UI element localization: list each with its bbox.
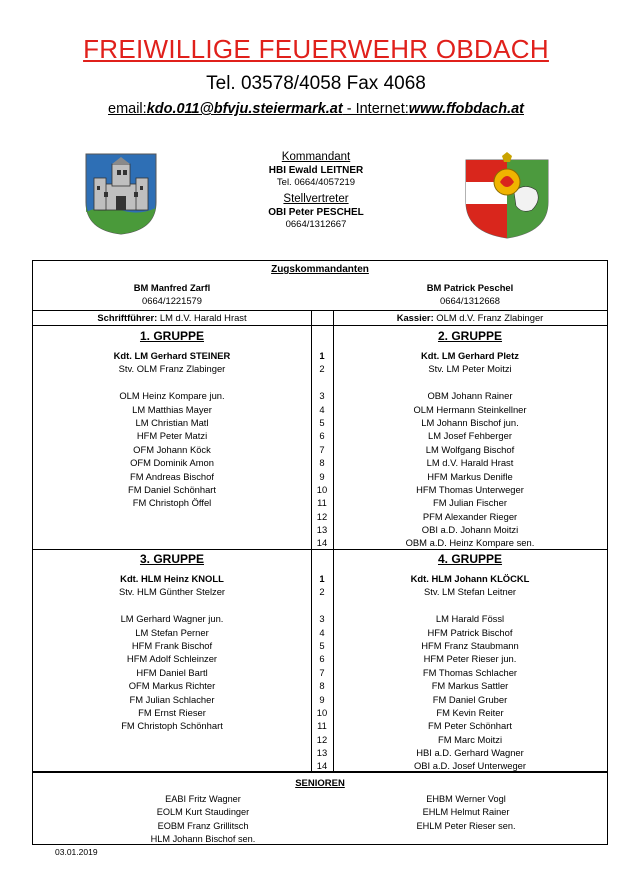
obdach-crest-icon [84, 152, 158, 236]
zugskommandanten-heading: Zugskommandanten [271, 264, 369, 275]
list-item: LM Johann Bischof jun. [421, 416, 519, 428]
footer-date: 03.01.2019 [55, 847, 98, 857]
list-item: HFM Daniel Bartl [136, 666, 208, 678]
list-item: LM Wolfgang Bischof [425, 443, 515, 455]
list-item: 2 [319, 363, 325, 375]
senioren-heading: SENIOREN [295, 778, 345, 789]
list-item: EABI Fritz Wagner [165, 794, 241, 804]
list-item: OLM Heinz Kompare jun. [119, 390, 225, 402]
list-item [33, 376, 311, 389]
list-item: LM Gerhard Wagner jun. [120, 613, 224, 625]
list-item: EHBM Werner Vogl [426, 794, 506, 804]
list-item: HFM Frank Bischof [131, 639, 213, 651]
list-item: Kdt. HLM Heinz KNOLL [120, 573, 224, 584]
phone-fax-line: Tel. 03578/4058 Fax 4068 [206, 73, 426, 94]
list-item: HFM Patrick Bischof [427, 626, 513, 638]
list-item [33, 536, 311, 549]
list-item [333, 376, 607, 389]
list-item: 12 [316, 733, 328, 745]
list-item: FM Marc Moitzi [437, 733, 503, 745]
page-title: FREIWILLIGE FEUERWEHR OBDACH [83, 34, 549, 64]
group-4-list [333, 572, 607, 773]
group-2-list [333, 349, 607, 550]
list-item [325, 833, 607, 846]
kommandant-name: HBI Ewald LEITNER [268, 165, 364, 176]
zug-right-phone: 0664/1312668 [440, 295, 500, 306]
list-item: 7 [319, 443, 325, 455]
kassier-label: Kassier: [396, 312, 434, 323]
command-block [200, 150, 432, 231]
list-item: FM Christoph Öffel [132, 497, 212, 509]
email-label: email: [108, 101, 147, 117]
list-item: 4 [319, 403, 325, 415]
list-item: HFM Peter Matzi [136, 430, 208, 442]
group-bottom-numbers [311, 572, 333, 773]
list-item: 7 [319, 666, 325, 678]
list-item: 6 [319, 430, 325, 442]
list-item: LM Harald Fössl [435, 613, 505, 625]
list-item: EOBM Franz Grillitsch [157, 820, 249, 831]
schriftfuehrer-name: LM d.V. Harald Hrast [157, 312, 247, 323]
kommandant-phone: Tel. 0664/4057219 [276, 177, 356, 188]
senioren-right-list [325, 793, 607, 847]
list-item: FM Thomas Schlacher [422, 666, 518, 678]
list-item: Kdt. LM Gerhard STEINER [113, 350, 231, 361]
list-item: 14 [316, 537, 328, 549]
list-item: LM Josef Fehberger [428, 430, 512, 442]
list-item: HFM Peter Rieser jun. [423, 653, 517, 665]
list-item: Stv. HLM Günther Stelzer [118, 586, 226, 598]
list-item: 13 [316, 747, 328, 759]
list-item: 3 [319, 390, 325, 402]
list-item: HFM Thomas Unterweger [416, 483, 524, 495]
divider [33, 325, 607, 326]
list-item: LM Christian Matl [135, 416, 209, 428]
list-item: 10 [316, 483, 328, 495]
schriftfuehrer-row [33, 311, 311, 324]
list-item: Stv. LM Peter Moitzi [428, 363, 512, 375]
list-item: HFM Markus Denifle [427, 470, 513, 482]
list-item: EOLM Kurt Staudinger [156, 807, 250, 818]
website-link[interactable]: www.ffobdach.at [408, 101, 524, 117]
group-4-title: 4. GRUPPE [437, 552, 503, 566]
feuerwehr-badge-icon [462, 152, 552, 240]
list-item [33, 733, 311, 746]
stellvertreter-phone: 0664/1312667 [285, 219, 347, 230]
list-item: 10 [316, 706, 328, 718]
list-item: PFM Alexander Rieger [422, 510, 518, 522]
list-item: 9 [319, 693, 325, 705]
senioren-left-list [33, 793, 373, 847]
internet-label: - Internet: [342, 101, 409, 117]
list-item: OBI a.D. Johann Moitzi [421, 524, 519, 536]
list-item: 14 [316, 760, 328, 772]
list-item [333, 599, 607, 612]
list-item: LM d.V. Harald Hrast [426, 457, 514, 469]
list-item: 1 [319, 573, 325, 584]
list-item: FM Kevin Reiter [436, 706, 504, 718]
schriftfuehrer-label: Schriftführer: [97, 312, 158, 323]
list-item: 5 [319, 416, 325, 428]
list-item [33, 510, 311, 523]
email-link[interactable]: kdo.011@bfvju.steiermark.at [146, 101, 343, 117]
list-item: 13 [316, 524, 328, 536]
divider [33, 549, 607, 550]
group-3-title: 3. GRUPPE [139, 552, 205, 566]
list-item: HFM Adolf Schleinzer [126, 653, 218, 665]
zug-right-name: BM Patrick Peschel [426, 282, 514, 293]
list-item: 3 [319, 613, 325, 625]
list-item: HBI a.D. Gerhard Wagner [416, 747, 524, 759]
list-item: OFM Markus Richter [128, 680, 216, 692]
list-item [311, 599, 333, 612]
list-item: 12 [316, 510, 328, 522]
list-item [33, 599, 311, 612]
list-item: OFM Johann Köck [133, 443, 211, 455]
group-top-numbers [311, 349, 333, 550]
list-item: OLM Hermann Steinkellner [413, 403, 527, 415]
group-2-title: 2. GRUPPE [437, 329, 503, 343]
list-item: 6 [319, 653, 325, 665]
zug-left-name: BM Manfred Zarfl [133, 282, 211, 293]
group-1-list [33, 349, 311, 550]
list-item: 1 [319, 350, 325, 361]
list-item [33, 523, 311, 536]
list-item: 8 [319, 457, 325, 469]
list-item: 2 [319, 586, 325, 598]
list-item: 8 [319, 680, 325, 692]
zug-left-phone: 0664/1221579 [142, 295, 202, 306]
list-item [33, 746, 311, 759]
list-item: FM Andreas Bischof [130, 470, 214, 482]
list-item: FM Julian Fischer [433, 497, 507, 509]
list-item: 4 [319, 626, 325, 638]
group-1-title: 1. GRUPPE [139, 329, 205, 343]
list-item [311, 376, 333, 389]
list-item: FM Markus Sattler [431, 680, 509, 692]
list-item: OBM a.D. Heinz Kompare sen. [405, 537, 535, 549]
kommandant-label: Kommandant [281, 151, 351, 163]
list-item: HFM Franz Staubmann [421, 639, 519, 651]
list-item: FM Daniel Gruber [432, 693, 508, 705]
group-3-list [33, 572, 311, 773]
list-item: Kdt. LM Gerhard Pletz [421, 350, 519, 361]
kassier-name: OLM d.V. Franz Zlabinger [433, 312, 544, 323]
list-item: HLM Johann Bischof sen. [150, 834, 256, 845]
list-item: 11 [317, 720, 327, 732]
stellvertreter-name: OBI Peter PESCHEL [268, 207, 364, 218]
list-item: 9 [319, 470, 325, 482]
list-item: FM Ernst Rieser [138, 706, 206, 718]
list-item: 11 [317, 497, 327, 509]
list-item: Stv. LM Stefan Leitner [423, 586, 517, 598]
list-item: OBI a.D. Josef Unterweger [413, 760, 527, 772]
kassier-row [333, 311, 607, 324]
contact-line [0, 101, 632, 117]
list-item: OFM Dominik Amon [130, 457, 214, 469]
list-item: EHLM Peter Rieser sen. [416, 820, 516, 831]
list-item: LM Stefan Perner [135, 626, 209, 638]
list-item: Stv. OLM Franz Zlabinger [118, 363, 226, 375]
list-item: LM Matthias Mayer [132, 403, 212, 415]
list-item: EHLM Helmut Rainer [422, 807, 510, 818]
list-item: Kdt. HLM Johann KLÖCKL [410, 573, 530, 584]
divider [33, 771, 607, 773]
list-item: OBM Johann Rainer [427, 390, 513, 402]
list-item: FM Daniel Schönhart [127, 483, 217, 495]
list-item: FM Christoph Schönhart [121, 720, 223, 732]
list-item: 5 [319, 639, 325, 651]
stellvertreter-label: Stellvertreter [283, 193, 349, 205]
list-item: FM Peter Schönhart [428, 720, 512, 732]
roster-table [32, 260, 608, 845]
list-item: FM Julian Schlacher [129, 693, 215, 705]
